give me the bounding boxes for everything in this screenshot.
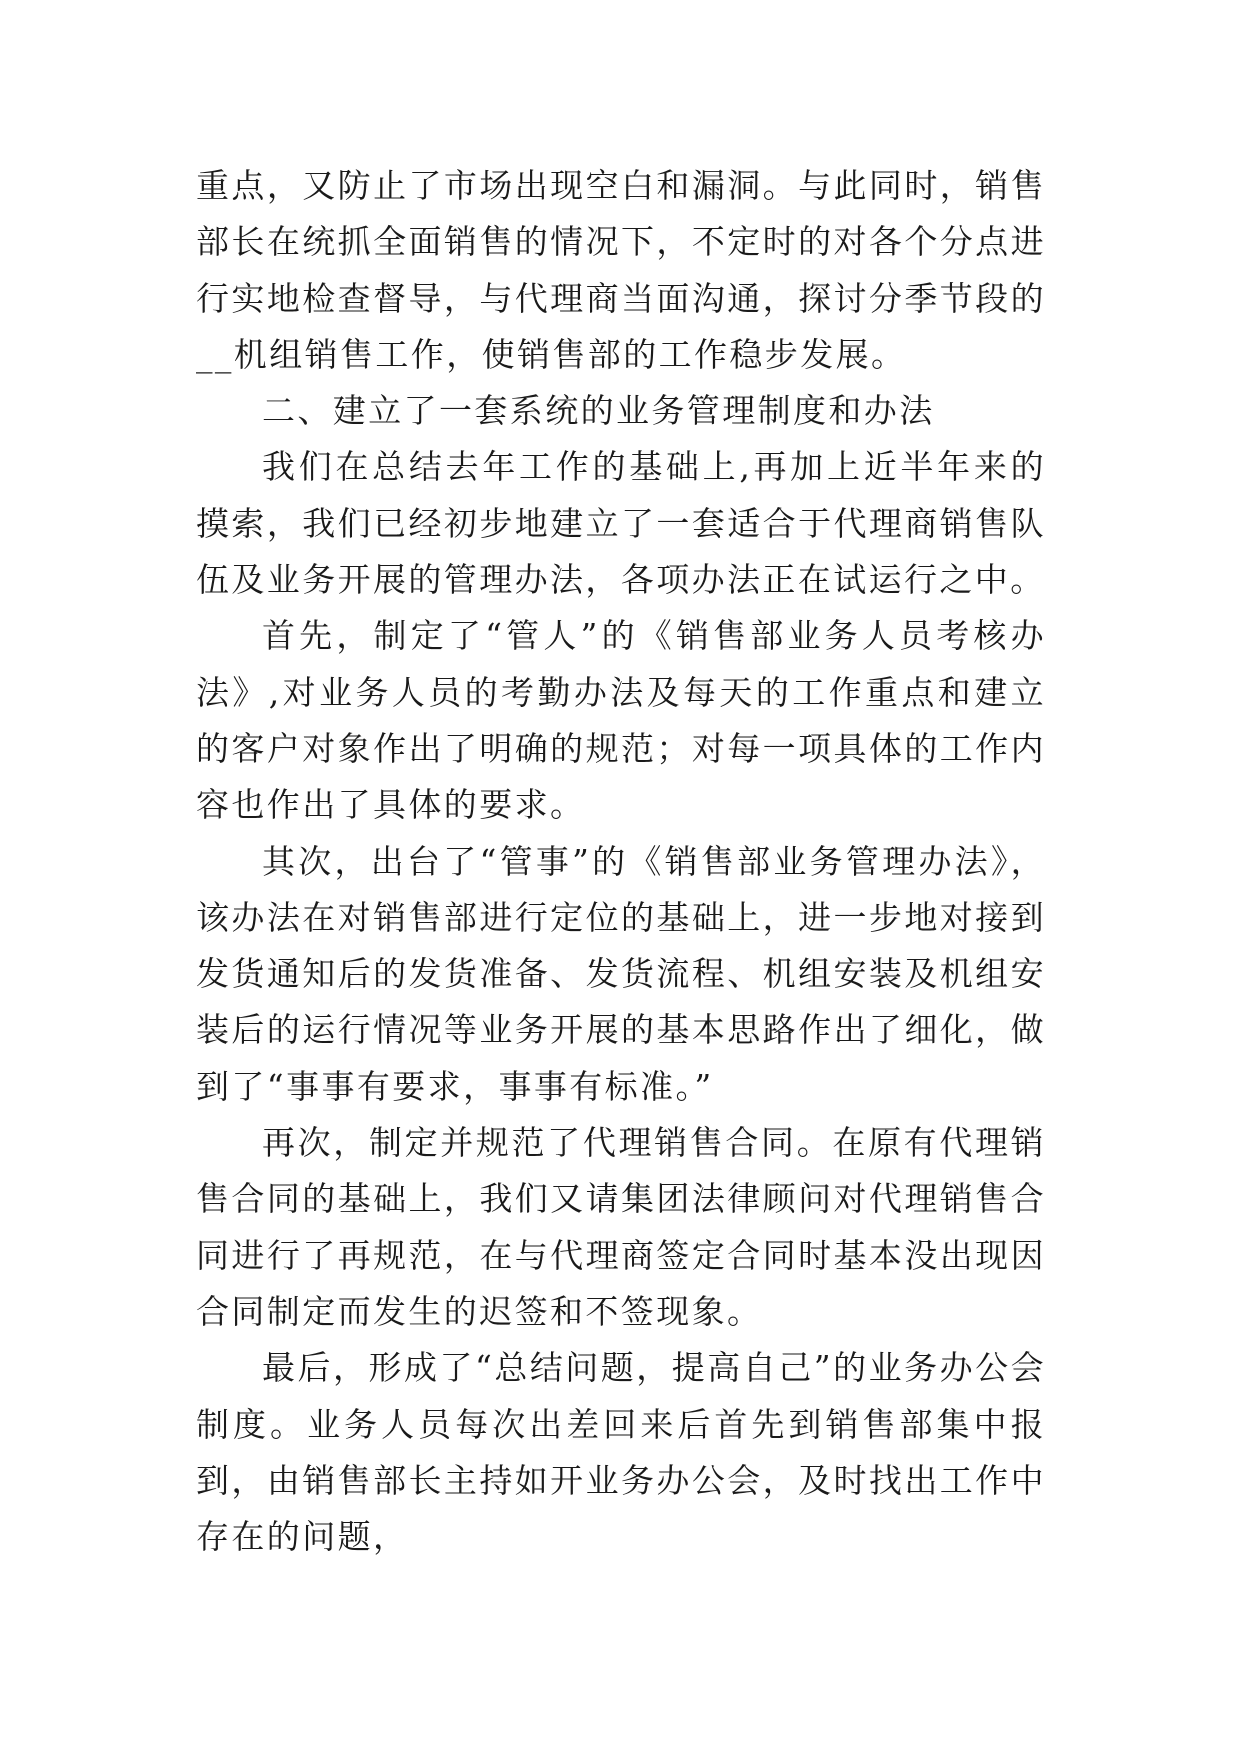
paragraph-continuation: 重点，又防止了市场出现空白和漏洞。与此同时，销售部长在统抓全面销售的情况下，不定时的对各个分点进行实地检查督导，与代理商当面沟通，探讨分季节段的__机组销售工作，使销售部的工作稳步发展。: [196, 166, 1046, 374]
document-page: [196, 158, 1046, 1565]
paragraph-third: 再次，制定并规范了代理销售合同。在原有代理销售合同的基础上，我们又请集团法律顾问对代理销售合同进行了再规范，在与代理商签定合同时基本没出现因合同制定而发生的迟签和不签现象。: [196, 1123, 1046, 1331]
section-heading: 二、建立了一套系统的业务管理制度和办法: [262, 391, 935, 431]
paragraph-intro: 我们在总结去年工作的基础上,再加上近半年来的摸索，我们已经初步地建立了一套适合于代理商销售队伍及业务开展的管理办法，各项办法正在试运行之中。: [196, 447, 1046, 600]
paragraph-first: 首先，制定了“管人”的《销售部业务人员考核办法》,对业务人员的考勤办法及每天的工作重点和建立的客户对象作出了明确的规范；对每一项具体的工作内容也作出了具体的要求。: [196, 616, 1046, 825]
paragraph-last: 最后，形成了“总结问题，提高自己”的业务办公会制度。业务人员每次出差回来后首先到销售部集中报到，由销售部长主持如开业务办公会，及时找出工作中存在的问题，: [196, 1348, 1046, 1557]
paragraph-second: 其次，出台了“管事”的《销售部业务管理办法》，该办法在对销售部进行定位的基础上，进一步地对接到发货通知后的发货准备、发货流程、机组安装及机组安装后的运行情况等业务开展的基本思路作出了细化，做到了“事事有要求，事事有标准。”: [196, 841, 1046, 1106]
